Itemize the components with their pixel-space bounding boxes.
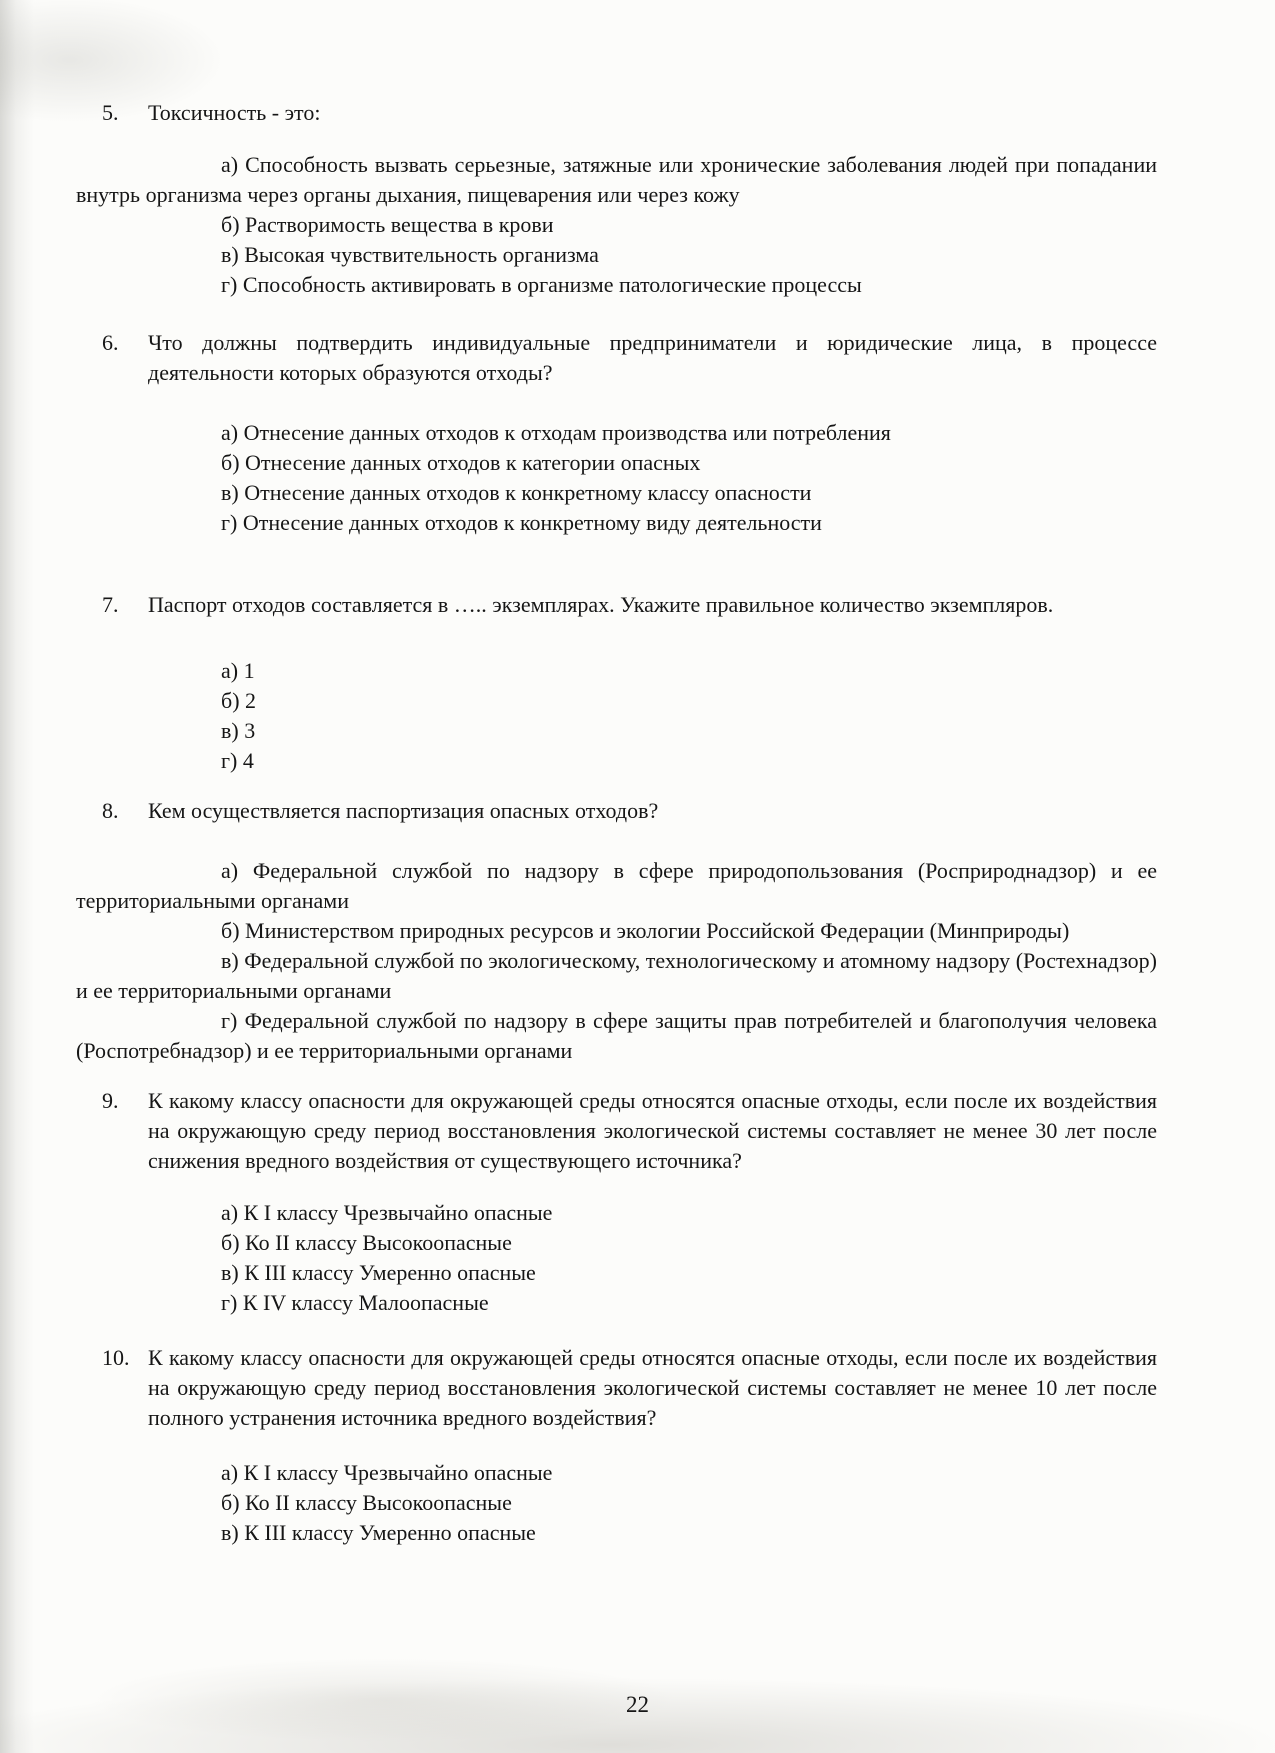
answer-option: г) Способность активировать в организме патологические процессы <box>221 272 862 297</box>
page-number: 22 <box>626 1692 649 1717</box>
answer-option: г) Федеральной службой по надзору в сфере защиты прав потребителей и благополучия человека (Роспотребнадзор) и ее территориальными органами <box>76 1008 1157 1063</box>
question-block <box>76 1343 1157 1548</box>
answer-option: а) 1 <box>221 658 255 683</box>
answer-options <box>76 1198 1157 1318</box>
answer-option: а) К I классу Чрезвычайно опасные <box>221 1460 553 1485</box>
answer-options <box>76 150 1157 300</box>
answer-option: г) 4 <box>221 748 254 773</box>
question-block <box>76 1086 1157 1318</box>
answer-option: в) К III классу Умеренно опасные <box>221 1520 536 1545</box>
answer-option: а) Отнесение данных отходов к отходам производства или потребления <box>221 420 891 445</box>
question-text <box>102 1343 1157 1433</box>
question-text <box>102 328 1157 388</box>
question-title: К какому классу опасности для окружающей среды относятся опасные отходы, если после их воздействия на окружающую среду период восстановления экологической системы составляет не менее 30 лет после снижения вредного воздействия от существующего источника? <box>148 1088 1157 1173</box>
answer-option: а) К I классу Чрезвычайно опасные <box>221 1200 553 1225</box>
question-text <box>102 796 1157 826</box>
answer-option: б) 2 <box>221 688 257 713</box>
question-number: 8. <box>102 798 119 823</box>
question-block <box>76 98 1157 300</box>
question-title: Кем осуществляется паспортизация опасных отходов? <box>148 798 659 823</box>
question-number: 5. <box>102 100 119 125</box>
question-block <box>76 796 1157 1066</box>
answer-option: г) К IV классу Малоопасные <box>221 1290 489 1315</box>
answer-option: г) Отнесение данных отходов к конкретному виду деятельности <box>221 510 822 535</box>
question-text <box>102 98 1157 128</box>
question-title: К какому классу опасности для окружающей среды относятся опасные отходы, если после их воздействия на окружающую среду период восстановления экологической системы составляет не менее 10 лет после полного устранения источника вредного воздействия? <box>148 1345 1157 1430</box>
answer-option: в) К III классу Умеренно опасные <box>221 1260 536 1285</box>
question-block <box>76 590 1157 776</box>
question-title: Что должны подтвердить индивидуальные предприниматели и юридические лица, в процессе деятельности которых образуются отходы? <box>148 330 1157 385</box>
answer-options <box>76 656 1157 776</box>
question-number: 10. <box>102 1345 130 1370</box>
question-block <box>76 328 1157 538</box>
question-title: Паспорт отходов составляется в ….. экземплярах. Укажите правильное количество экземпляров. <box>148 592 1054 617</box>
question-number: 9. <box>102 1088 119 1113</box>
question-number: 7. <box>102 592 119 617</box>
answer-option: в) Высокая чувствительность организма <box>221 242 599 267</box>
answer-option: б) Ко II классу Высокоопасные <box>221 1490 512 1515</box>
question-list <box>76 0 1157 1548</box>
answer-options <box>76 418 1157 538</box>
answer-option: в) Федеральной службой по экологическому, технологическому и атомному надзору (Ростехнадзор) и ее территориальными органами <box>76 948 1157 1003</box>
question-number: 6. <box>102 330 119 355</box>
question-title: Токсичность - это: <box>148 100 321 125</box>
answer-option: б) Ко II классу Высокоопасные <box>221 1230 512 1255</box>
answer-option: а) Способность вызвать серьезные, затяжные или хронические заболевания людей при попадании внутрь организма через органы дыхания, пищеварения или через кожу <box>76 152 1157 207</box>
question-text <box>102 590 1157 620</box>
answer-options <box>76 1458 1157 1548</box>
answer-option: а) Федеральной службой по надзору в сфере природопользования (Росприроднадзор) и ее территориальными органами <box>76 858 1157 913</box>
answer-option: б) Растворимость вещества в крови <box>221 212 554 237</box>
answer-option: б) Министерством природных ресурсов и экологии Российской Федерации (Минприроды) <box>221 918 1070 943</box>
question-text <box>102 1086 1157 1176</box>
answer-option: в) Отнесение данных отходов к конкретному классу опасности <box>221 480 812 505</box>
answer-option: в) 3 <box>221 718 256 743</box>
answer-options <box>76 856 1157 1066</box>
answer-option: б) Отнесение данных отходов к категории опасных <box>221 450 701 475</box>
